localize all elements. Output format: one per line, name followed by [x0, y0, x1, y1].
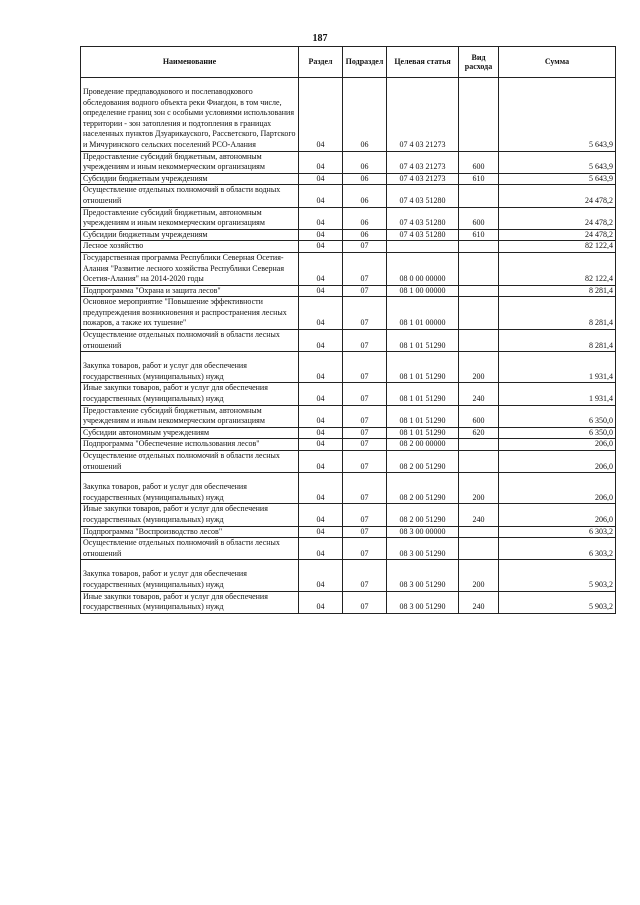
cell-section: 04	[299, 252, 343, 285]
cell-name: Подпрограмма "Воспроизводство лесов"	[81, 526, 299, 538]
cell-expense: 240	[459, 591, 499, 613]
table-row	[81, 451, 616, 473]
cell-expense	[459, 330, 499, 352]
cell-subsection: 07	[343, 439, 387, 451]
cell-name: Закупка товаров, работ и услуг для обеспечения государственных (муниципальных) нужд	[81, 473, 299, 504]
cell-subsection: 07	[343, 526, 387, 538]
cell-target: 08 2 00 51290	[387, 473, 459, 504]
cell-target: 07 4 03 51280	[387, 229, 459, 241]
cell-section: 04	[299, 241, 343, 253]
cell-name: Субсидии автономным учреждениям	[81, 427, 299, 439]
cell-section: 04	[299, 538, 343, 560]
cell-subsection: 07	[343, 405, 387, 427]
cell-name: Закупка товаров, работ и услуг для обеспечения государственных (муниципальных) нужд	[81, 352, 299, 383]
cell-expense	[459, 451, 499, 473]
cell-subsection: 07	[343, 473, 387, 504]
cell-section: 04	[299, 405, 343, 427]
table-row	[81, 591, 616, 613]
cell-name: Предоставление субсидий бюджетным, автономным учреждениям и иным некоммерческим организациям	[81, 405, 299, 427]
cell-name: Лесное хозяйство	[81, 241, 299, 253]
cell-section: 04	[299, 439, 343, 451]
cell-sum: 6 350,0	[499, 405, 616, 427]
cell-expense	[459, 185, 499, 207]
cell-target: 08 3 00 00000	[387, 526, 459, 538]
cell-section: 04	[299, 383, 343, 405]
cell-name: Иные закупки товаров, работ и услуг для обеспечения государственных (муниципальных) нужд	[81, 383, 299, 405]
cell-sum: 1 931,4	[499, 352, 616, 383]
cell-sum: 206,0	[499, 451, 616, 473]
cell-subsection: 07	[343, 451, 387, 473]
cell-sum: 6 303,2	[499, 526, 616, 538]
cell-target: 08 1 00 00000	[387, 285, 459, 297]
header-target: Целевая статья	[387, 47, 459, 78]
cell-subsection: 07	[343, 330, 387, 352]
table-row	[81, 185, 616, 207]
cell-name: Иные закупки товаров, работ и услуг для обеспечения государственных (муниципальных) нужд	[81, 504, 299, 526]
cell-expense: 600	[459, 151, 499, 173]
cell-target: 08 2 00 51290	[387, 504, 459, 526]
cell-sum: 8 281,4	[499, 285, 616, 297]
cell-target: 08 3 00 51290	[387, 591, 459, 613]
table-row	[81, 560, 616, 591]
table-row	[81, 297, 616, 330]
cell-expense	[459, 526, 499, 538]
cell-expense	[459, 538, 499, 560]
cell-target	[387, 241, 459, 253]
cell-name: Предоставление субсидий бюджетным, автономным учреждениям и иным некоммерческим организациям	[81, 207, 299, 229]
cell-sum: 206,0	[499, 473, 616, 504]
table-row	[81, 504, 616, 526]
cell-sum: 6 303,2	[499, 538, 616, 560]
cell-section: 04	[299, 185, 343, 207]
cell-expense	[459, 439, 499, 451]
table-row	[81, 252, 616, 285]
cell-expense: 610	[459, 229, 499, 241]
cell-subsection: 07	[343, 538, 387, 560]
cell-name: Основное мероприятие "Повышение эффективности предупреждения возникновения и распространения лесных пожаров, а также их тушение"	[81, 297, 299, 330]
cell-name: Предоставление субсидий бюджетным, автономным учреждениям и иным некоммерческим организациям	[81, 151, 299, 173]
cell-expense: 600	[459, 207, 499, 229]
cell-section: 04	[299, 207, 343, 229]
header-section: Раздел	[299, 47, 343, 78]
cell-subsection: 07	[343, 504, 387, 526]
cell-target: 08 2 00 51290	[387, 451, 459, 473]
cell-expense	[459, 78, 499, 152]
cell-name: Осуществление отдельных полномочий в области водных отношений	[81, 185, 299, 207]
cell-target: 07 4 03 51280	[387, 207, 459, 229]
cell-section: 04	[299, 451, 343, 473]
table-row	[81, 405, 616, 427]
cell-sum: 5 643,9	[499, 78, 616, 152]
cell-sum: 5 903,2	[499, 591, 616, 613]
cell-subsection: 06	[343, 185, 387, 207]
cell-section: 04	[299, 526, 343, 538]
cell-expense	[459, 285, 499, 297]
cell-sum: 5 643,9	[499, 173, 616, 185]
table-row	[81, 330, 616, 352]
cell-expense: 240	[459, 383, 499, 405]
cell-subsection: 07	[343, 352, 387, 383]
cell-subsection: 07	[343, 427, 387, 439]
table-row	[81, 439, 616, 451]
table-row	[81, 151, 616, 173]
cell-sum: 206,0	[499, 504, 616, 526]
cell-name: Подпрограмма "Обеспечение использования лесов"	[81, 439, 299, 451]
header-name: Наименование	[81, 47, 299, 78]
cell-sum: 8 281,4	[499, 330, 616, 352]
cell-target: 08 1 01 00000	[387, 297, 459, 330]
cell-target: 08 1 01 51290	[387, 427, 459, 439]
cell-subsection: 07	[343, 252, 387, 285]
table-row	[81, 285, 616, 297]
cell-subsection: 07	[343, 591, 387, 613]
cell-name: Государственная программа Республики Северная Осетия-Алания "Развитие лесного хозяйства Республики Северная Осетия-Алания" на 2014-2020 годы	[81, 252, 299, 285]
cell-target: 08 2 00 00000	[387, 439, 459, 451]
cell-name: Субсидии бюджетным учреждениям	[81, 173, 299, 185]
cell-target: 08 3 00 51290	[387, 560, 459, 591]
cell-sum: 5 643,9	[499, 151, 616, 173]
cell-expense: 610	[459, 173, 499, 185]
cell-sum: 82 122,4	[499, 241, 616, 253]
cell-section: 04	[299, 285, 343, 297]
cell-subsection: 06	[343, 229, 387, 241]
cell-target: 07 4 03 21273	[387, 173, 459, 185]
cell-subsection: 07	[343, 241, 387, 253]
cell-section: 04	[299, 504, 343, 526]
cell-target: 08 1 01 51290	[387, 383, 459, 405]
cell-sum: 24 478,2	[499, 229, 616, 241]
cell-expense: 200	[459, 560, 499, 591]
cell-target: 08 1 01 51290	[387, 405, 459, 427]
cell-sum: 82 122,4	[499, 252, 616, 285]
cell-subsection: 06	[343, 207, 387, 229]
cell-name: Закупка товаров, работ и услуг для обеспечения государственных (муниципальных) нужд	[81, 560, 299, 591]
header-sum: Сумма	[499, 47, 616, 78]
table-row	[81, 173, 616, 185]
cell-section: 04	[299, 229, 343, 241]
cell-name: Осуществление отдельных полномочий в области лесных отношений	[81, 330, 299, 352]
cell-expense	[459, 241, 499, 253]
cell-section: 04	[299, 330, 343, 352]
header-subsection: Подраздел	[343, 47, 387, 78]
table-row	[81, 229, 616, 241]
table-row	[81, 427, 616, 439]
cell-expense	[459, 252, 499, 285]
cell-target: 08 1 01 51290	[387, 352, 459, 383]
cell-sum: 6 350,0	[499, 427, 616, 439]
cell-subsection: 07	[343, 383, 387, 405]
table-header-row	[81, 47, 616, 78]
cell-sum: 24 478,2	[499, 207, 616, 229]
cell-target: 07 4 03 21273	[387, 78, 459, 152]
cell-sum: 206,0	[499, 439, 616, 451]
table-row	[81, 207, 616, 229]
cell-section: 04	[299, 78, 343, 152]
cell-target: 08 0 00 00000	[387, 252, 459, 285]
cell-subsection: 06	[343, 151, 387, 173]
cell-expense: 200	[459, 473, 499, 504]
cell-subsection: 07	[343, 560, 387, 591]
cell-name: Проведение предпаводкового и послепаводкового обследования водного объекта реки Фиагдон, в том числе, определение границ зон с особыми условиями использования территории - зон затопления и подтопления в границах населенных пунктов Дзуарикауского, Рассветского, Партского и Мичуринского сельских поселений РСО-Алания	[81, 78, 299, 152]
cell-sum: 24 478,2	[499, 185, 616, 207]
cell-expense	[459, 297, 499, 330]
table-row	[81, 241, 616, 253]
table-row	[81, 538, 616, 560]
cell-expense: 240	[459, 504, 499, 526]
cell-name: Осуществление отдельных полномочий в области лесных отношений	[81, 451, 299, 473]
cell-subsection: 06	[343, 173, 387, 185]
cell-target: 08 1 01 51290	[387, 330, 459, 352]
cell-subsection: 06	[343, 78, 387, 152]
cell-expense: 200	[459, 352, 499, 383]
cell-section: 04	[299, 173, 343, 185]
cell-expense: 620	[459, 427, 499, 439]
budget-table	[80, 46, 616, 614]
cell-sum: 5 903,2	[499, 560, 616, 591]
header-expense: Вид расхода	[459, 47, 499, 78]
page-number: 187	[312, 33, 328, 44]
cell-name: Осуществление отдельных полномочий в области лесных отношений	[81, 538, 299, 560]
cell-name: Иные закупки товаров, работ и услуг для обеспечения государственных (муниципальных) нужд	[81, 591, 299, 613]
cell-section: 04	[299, 151, 343, 173]
cell-section: 04	[299, 560, 343, 591]
cell-target: 08 3 00 51290	[387, 538, 459, 560]
cell-sum: 1 931,4	[499, 383, 616, 405]
table-row	[81, 78, 616, 152]
cell-section: 04	[299, 297, 343, 330]
cell-subsection: 07	[343, 297, 387, 330]
cell-subsection: 07	[343, 285, 387, 297]
cell-section: 04	[299, 427, 343, 439]
table-row	[81, 526, 616, 538]
cell-name: Подпрограмма "Охрана и защита лесов"	[81, 285, 299, 297]
cell-target: 07 4 03 21273	[387, 151, 459, 173]
cell-sum: 8 281,4	[499, 297, 616, 330]
table-row	[81, 383, 616, 405]
cell-section: 04	[299, 473, 343, 504]
cell-target: 07 4 03 51280	[387, 185, 459, 207]
cell-name: Субсидии бюджетным учреждениям	[81, 229, 299, 241]
table-row	[81, 473, 616, 504]
cell-expense: 600	[459, 405, 499, 427]
table-row	[81, 352, 616, 383]
cell-section: 04	[299, 591, 343, 613]
cell-section: 04	[299, 352, 343, 383]
